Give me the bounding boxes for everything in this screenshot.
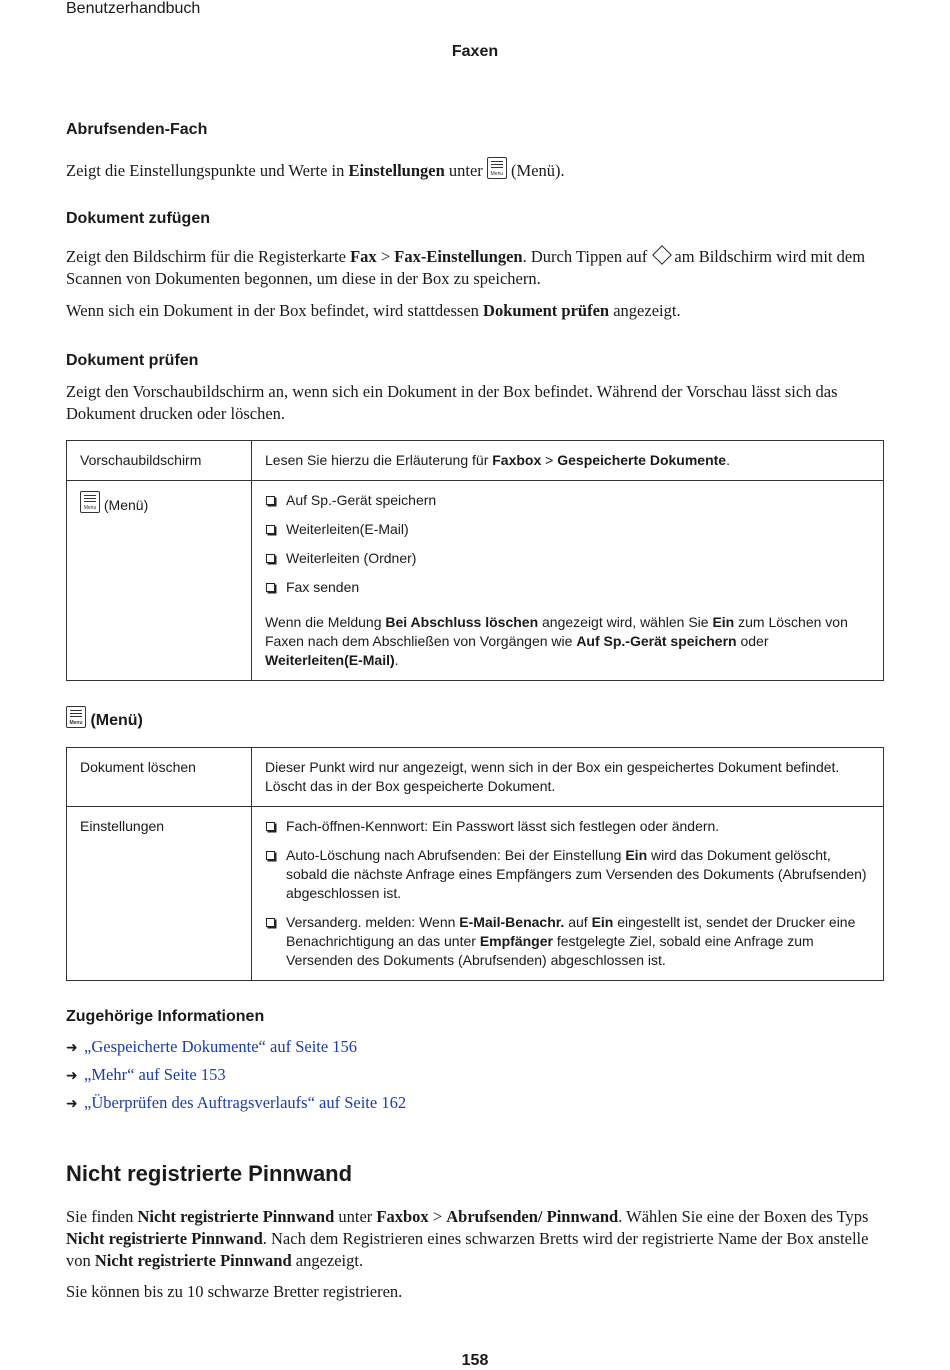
- checkbox-bullet-icon: [266, 554, 275, 563]
- heading-dokument-pruefen: Dokument prüfen: [66, 352, 199, 369]
- paragraph-pinnwand-limit: Sie können bis zu 10 schwarze Bretter registrieren.: [66, 1282, 403, 1301]
- list-item: Weiterleiten(E-Mail): [265, 520, 870, 539]
- table-note: Wenn die Meldung Bei Abschluss löschen angezeigt wird, wählen Sie Ein zum Löschen von Faxen nach dem Abschließen von Vorgängen wie Auf Sp.-Gerät speichern oder Weiterleiten(E-Mail).: [265, 614, 848, 668]
- page-number: 158: [461, 1352, 489, 1369]
- list-item: Fach-öffnen-Kennwort: Ein Passwort lässt sich festlegen oder ändern.: [265, 817, 870, 836]
- checkbox-bullet-icon: [266, 525, 275, 534]
- paragraph-dokument-zufuegen: Zeigt den Bildschirm für die Registerkarte Fax > Fax-Einstellungen. Durch Tippen auf am Bildschirm wird mit dem Scannen von Dokumenten begonnen, um diese in der Box zu speichern.: [66, 247, 866, 288]
- table-cell: Lesen Sie hierzu die Erläuterung für Faxbox > Gespeicherte Dokumente.: [252, 441, 884, 481]
- paragraph-dokument-pruefen: Zeigt den Vorschaubildschirm an, wenn sich ein Dokument in der Box befindet. Während der Vorschau lässt sich das Dokument drucken oder löschen.: [66, 382, 838, 423]
- option-list: [265, 491, 870, 597]
- chapter-title: Faxen: [451, 43, 499, 60]
- list-item: Fax senden: [265, 578, 870, 597]
- start-icon: [653, 245, 673, 265]
- link-gespeicherte-dokumente[interactable]: „Gespeicherte Dokumente“ auf Seite 156: [84, 1037, 358, 1056]
- list-item: Auto-Löschung nach Abrufsenden: Bei der Einstellung Ein wird das Dokument gelöscht, sobald die nächste Anfrage eines Empfängers zum Versenden des Dokuments (Abrufsenden) abgeschlossen ist.: [265, 846, 870, 903]
- table-cell: Dieser Punkt wird nur angezeigt, wenn sich in der Box ein gespeichertes Dokument befindet. Löscht das in der Box gespeicherte Dokument.: [252, 748, 884, 807]
- table-cell: Dokument löschen: [67, 748, 252, 807]
- settings-list: [265, 817, 870, 970]
- checkbox-bullet-icon: [266, 496, 275, 505]
- related-links: [66, 1036, 406, 1120]
- list-item: Auf Sp.-Gerät speichern: [265, 491, 870, 510]
- link-auftragsverlauf[interactable]: „Überprüfen des Auftragsverlaufs“ auf Seite 162: [84, 1093, 407, 1112]
- heading-dokument-zufuegen: Dokument zufügen: [66, 210, 210, 227]
- table-menu: [66, 747, 884, 981]
- table-cell: Menu (Menü): [67, 481, 252, 681]
- arrow-right-icon: ➜: [66, 1096, 78, 1112]
- heading-abrufsenden-fach: Abrufsenden-Fach: [66, 121, 208, 138]
- arrow-right-icon: ➜: [66, 1040, 78, 1056]
- link-mehr[interactable]: „Mehr“ auf Seite 153: [84, 1065, 226, 1084]
- checkbox-bullet-icon: [266, 918, 275, 927]
- menu-icon: Menu: [80, 491, 100, 513]
- table-cell: Vorschaubildschirm: [67, 441, 252, 481]
- related-link-row[interactable]: [66, 1036, 406, 1064]
- running-head: Benutzerhandbuch: [66, 0, 201, 17]
- table-row: [67, 481, 884, 681]
- paragraph-dokument-pruefen-hint: Wenn sich ein Dokument in der Box befindet, wird stattdessen Dokument prüfen angezeigt.: [66, 301, 681, 320]
- menu-icon: Menu: [487, 157, 507, 179]
- menu-icon: Menu: [66, 706, 86, 728]
- table-cell: Einstellungen: [67, 807, 252, 981]
- table-cell: [252, 807, 884, 981]
- heading-related-information: Zugehörige Informationen: [66, 1008, 265, 1025]
- checkbox-bullet-icon: [266, 583, 275, 592]
- paragraph-pinnwand: Sie finden Nicht registrierte Pinnwand unter Faxbox > Abrufsenden/ Pinnwand. Wählen Sie eine der Boxen des Typs Nicht registrierte Pinnwand. Nach dem Registrieren eines schwarzen Bretts wird der registrierte Name der Box anstelle von Nicht registrierte Pinnwand angezeigt.: [66, 1207, 869, 1270]
- heading-nicht-registrierte-pinnwand: Nicht registrierte Pinnwand: [66, 1161, 353, 1186]
- paragraph-abrufsenden-fach: Zeigt die Einstellungspunkte und Werte in Einstellungen unter Menu (Menü).: [66, 157, 884, 182]
- list-item: Weiterleiten (Ordner): [265, 549, 870, 568]
- related-link-row[interactable]: [66, 1092, 406, 1120]
- arrow-right-icon: ➜: [66, 1068, 78, 1084]
- checkbox-bullet-icon: [266, 851, 275, 860]
- heading-menu: Menu (Menü): [66, 706, 143, 730]
- table-row: [67, 441, 884, 481]
- table-dokument-pruefen: [66, 440, 884, 681]
- list-item: Versanderg. melden: Wenn E-Mail-Benachr. auf Ein eingestellt ist, sendet der Drucker eine Benachrichtigung an das unter Empfänger festgelegte Ziel, sobald eine Anfrage zum Versenden des Dokuments (Abrufsenden) abgeschlossen ist.: [265, 913, 870, 970]
- table-row: [67, 748, 884, 807]
- table-row: [67, 807, 884, 981]
- related-link-row[interactable]: [66, 1064, 406, 1092]
- table-cell: [252, 481, 884, 681]
- checkbox-bullet-icon: [266, 822, 275, 831]
